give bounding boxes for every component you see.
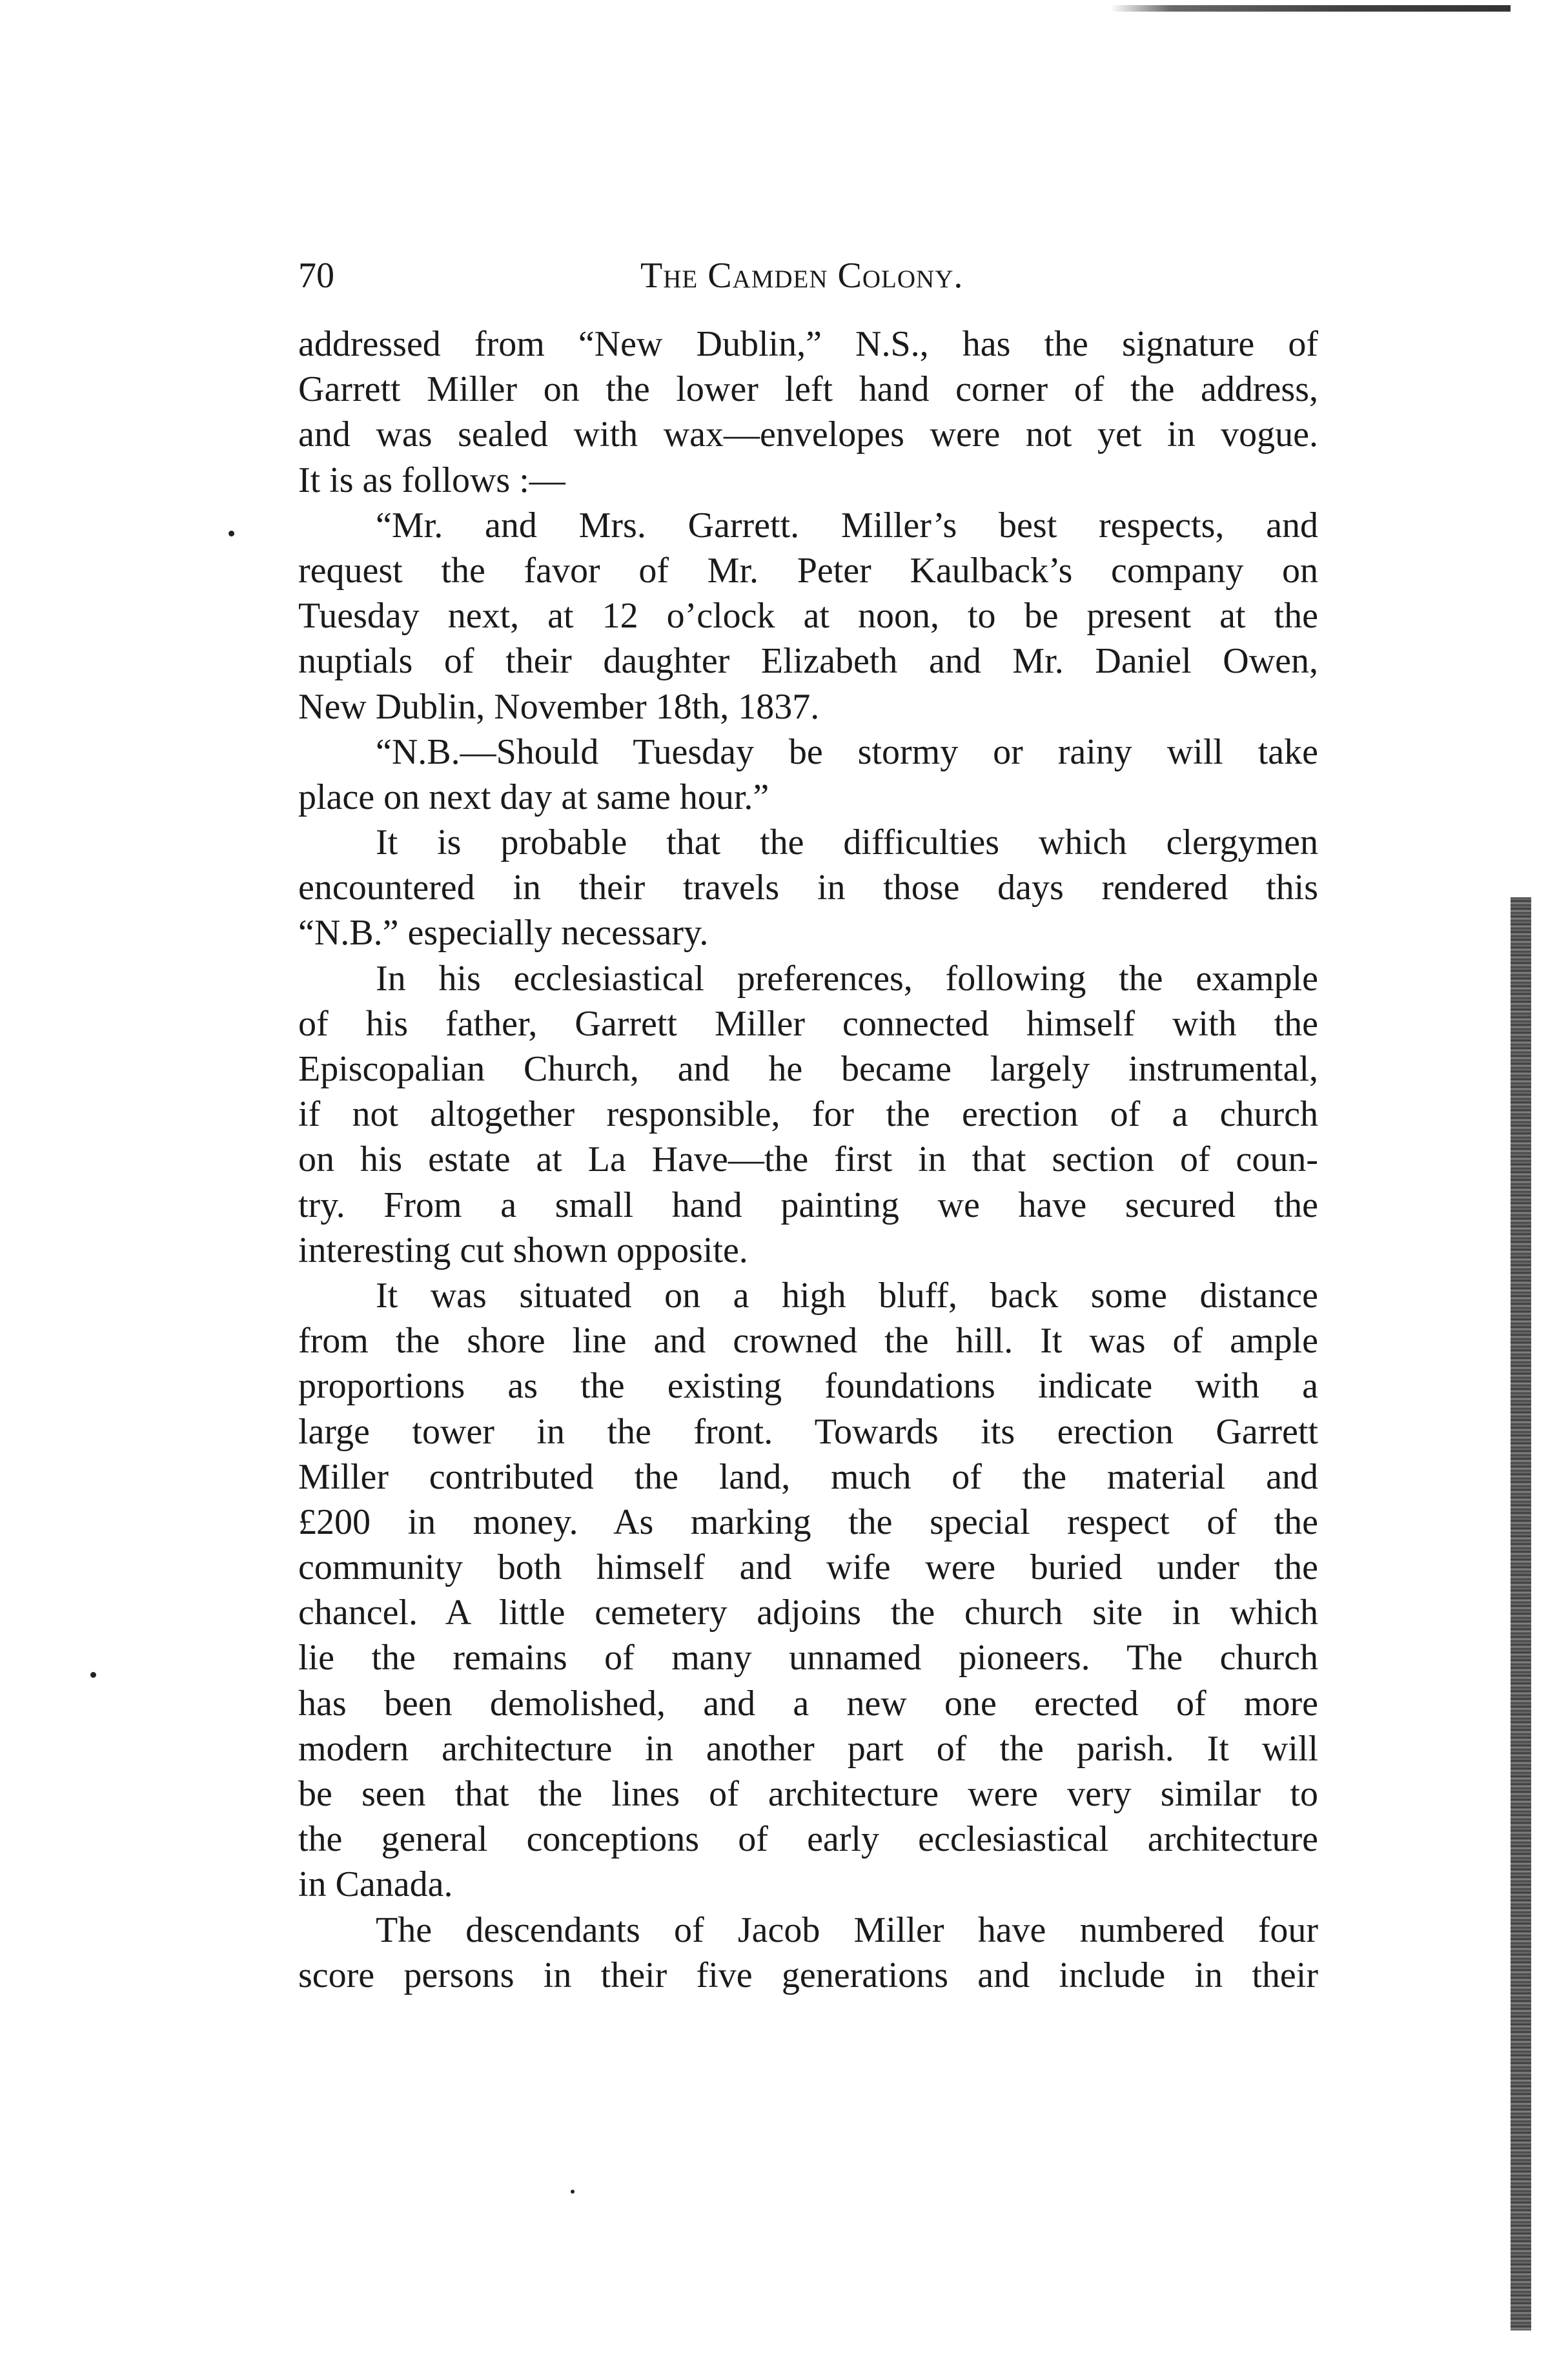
page-header [298,247,1318,305]
text-line: The descendants of Jacob Miller have numbered four [376,1910,1318,1950]
text-line: and was sealed with wax—envelopes were not yet in vogue. [298,414,1318,455]
text-line: nuptials of their daughter Elizabeth and Mr. Daniel Owen, [298,641,1318,682]
running-title: The Camden Colony. [640,256,964,296]
text-line: It is probable that the difficulties which clergymen [376,822,1318,863]
text-line: large tower in the front. Towards its erection Garrett [298,1411,1318,1452]
page-number: 70 [298,256,334,296]
text-line: request the favor of Mr. Peter Kaulback’s company on [298,550,1318,591]
text-line: of his father, Garrett Miller connected himself with the [298,1003,1318,1044]
text-line: New Dublin, November 18th, 1837. [298,686,820,727]
text-line: Miller contributed the land, much of the material and [298,1456,1318,1497]
text-line: score persons in their five generations and include in their [298,1955,1318,1995]
text-line: Tuesday next, at 12 o’clock at noon, to be present at the [298,596,1318,637]
text-line: if not altogether responsible, for the erection of a church [298,1094,1318,1135]
text-line: Garrett Miller on the lower left hand corner of the address, [298,369,1318,410]
text-line: place on next day at same hour.” [298,777,769,817]
text-line: the general conceptions of early ecclesiastical architecture [298,1819,1318,1860]
text-line: addressed from “New Dublin,” N.S., has the signature of [298,324,1318,364]
text-line: from the shore line and crowned the hill. It was of ample [298,1321,1318,1361]
body-text [298,321,1318,1998]
text-line: community both himself and wife were buried under the [298,1547,1318,1588]
text-line: encountered in their travels in those days rendered this [298,868,1318,908]
margin-dot [229,531,234,536]
top-edge-rule [1110,5,1511,12]
text-line: “N.B.—Should Tuesday be stormy or rainy will take [376,731,1318,772]
text-line: interesting cut shown opposite. [298,1230,748,1270]
text-line: “Mr. and Mrs. Garrett. Miller’s best respects, and [376,505,1318,545]
text-line: It is as follows :— [298,460,565,500]
text-line: chancel. A little cemetery adjoins the church site in which [298,1593,1318,1633]
text-line: in Canada. [298,1864,453,1905]
text-line: In his ecclesiastical preferences, following the example [376,958,1318,999]
page-edge-shadow [1511,897,1531,2330]
text-line: Episcopalian Church, and he became largely instrumental, [298,1049,1318,1089]
margin-dot [90,1672,96,1678]
text-line: has been demolished, and a new one erected of more [298,1683,1318,1724]
text-line: It was situated on a high bluff, back some distance [376,1275,1318,1316]
text-line: proportions as the existing foundations indicate with a [298,1366,1318,1407]
text-line: “N.B.” especially necessary. [298,913,709,953]
text-line: on his estate at La Have—the first in that section of coun- [298,1139,1318,1180]
text-line: try. From a small hand painting we have secured the [298,1185,1318,1225]
text-line: be seen that the lines of architecture were very similar to [298,1774,1318,1814]
margin-dot [571,2190,575,2194]
text-line: lie the remains of many unnamed pioneers. The church [298,1638,1318,1678]
text-line: modern architecture in another part of the parish. It will [298,1728,1318,1769]
text-line: £200 in money. As marking the special respect of the [298,1502,1318,1542]
